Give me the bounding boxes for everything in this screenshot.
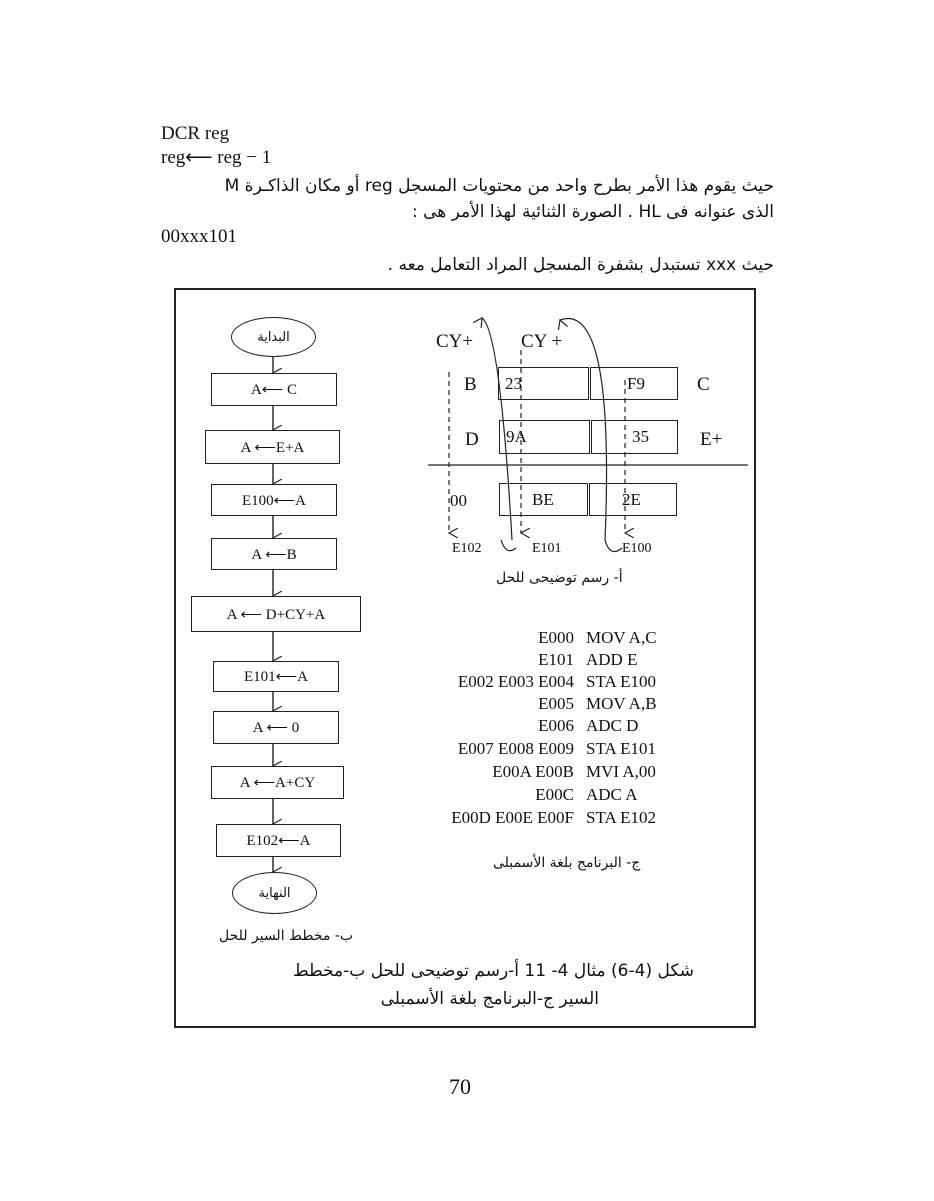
assembly-instruction: MVI A,00 (586, 762, 656, 781)
assembly-address: E00A E00B (492, 762, 574, 781)
flowchart-step: A⟵ C (211, 373, 337, 406)
assembly-address: E00C (535, 785, 574, 804)
assembly-instruction: MOV A,C (586, 628, 657, 647)
assembly-line (420, 808, 682, 830)
flowchart-step: A ⟵A+CY (211, 766, 344, 799)
flowchart-start: البداية (231, 317, 316, 357)
assembly-address: E000 (538, 628, 574, 647)
assembly-instruction: ADC D (586, 716, 639, 735)
assembly-address: E101 (538, 650, 574, 669)
instruction-operation: reg⟵ reg − 1 (161, 147, 272, 168)
address-label: E100 (622, 541, 652, 556)
assembly-instruction: MOV A,B (586, 694, 657, 713)
address-label: E102 (452, 541, 482, 556)
result-high-value: BE (499, 483, 588, 516)
assembly-caption: ج- البرنامج بلغة الأسمبلى (493, 855, 641, 871)
instruction-name: DCR reg (161, 123, 230, 144)
register-d-value: 9A (499, 420, 590, 454)
diagram-caption: أ- رسم توضيحى للحل (496, 570, 623, 586)
assembly-address: E00D E00E E00F (451, 808, 574, 827)
flowchart-step: E101⟵A (213, 661, 339, 692)
figure-caption-line-1: شكل (4-6) مثال 4- 11 أ-رسم توضيحى للحل ب-مخطط (293, 961, 694, 981)
assembly-line (420, 628, 682, 650)
flowchart-step: A ⟵B (211, 538, 337, 570)
assembly-line (420, 716, 682, 738)
assembly-line (420, 785, 682, 807)
assembly-line (420, 672, 682, 694)
assembly-line (420, 694, 682, 716)
carry-label-left: CY+ (436, 331, 474, 352)
page-number: 70 (449, 1074, 471, 1099)
register-d: D (465, 429, 479, 450)
register-c-value: F9 (590, 367, 678, 400)
flowchart-step: A ⟵ 0 (213, 711, 339, 744)
flowchart-step: A ⟵E+A (205, 430, 340, 464)
flowchart-caption: ب- مخطط السير للحل (219, 928, 354, 944)
flowchart-step: E102⟵A (216, 824, 341, 857)
register-b: B (464, 374, 477, 395)
carry-result: 00 (450, 491, 467, 510)
assembly-address: E005 (538, 694, 574, 713)
description-line-3: حيث xxx تستبدل بشفرة المسجل المراد التعامل معه . (387, 255, 774, 275)
assembly-line (420, 762, 682, 784)
assembly-line (420, 650, 682, 672)
carry-label-right: CY + (521, 331, 563, 352)
assembly-instruction: STA E102 (586, 808, 656, 827)
figure-caption-line-2: السير ج-البرنامج بلغة الأسمبلى (380, 989, 599, 1009)
description-line-1: حيث يقوم هذا الأمر بطرح واحد من محتويات المسجل reg أو مكان الذاكـرة M (224, 176, 774, 196)
assembly-instruction: STA E100 (586, 672, 656, 691)
description-line-2: الذى عنوانه فى HL . الصورة الثنائية لهذا الأمر هى : (411, 202, 774, 222)
register-e: E+ (700, 429, 723, 450)
assembly-address: E002 E003 E004 (457, 672, 574, 691)
assembly-instruction: ADD E (586, 650, 638, 669)
address-label: E101 (532, 541, 562, 556)
assembly-address: E006 (538, 716, 574, 735)
flowchart-end: النهاية (232, 872, 317, 914)
assembly-line (420, 739, 682, 761)
register-e-value: 35 (591, 420, 678, 454)
binary-format: 00xxx101 (161, 226, 237, 247)
flowchart-step: E100⟵A (211, 484, 337, 516)
flowchart-step: A ⟵ D+CY+A (191, 596, 361, 632)
register-b-value: 23 (498, 367, 589, 400)
assembly-instruction: STA E101 (586, 739, 656, 758)
assembly-instruction: ADC A (586, 785, 638, 804)
result-low-value: 2E (589, 483, 677, 516)
register-c: C (697, 374, 710, 395)
assembly-address: E007 E008 E009 (457, 739, 574, 758)
